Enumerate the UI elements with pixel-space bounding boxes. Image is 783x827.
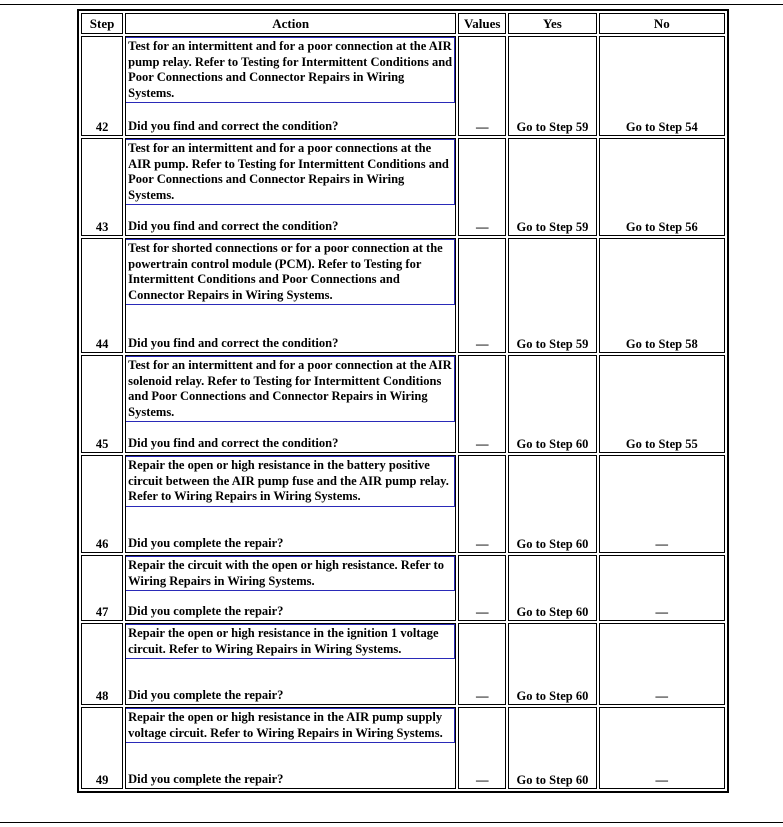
yes-cell: Go to Step 59 — [508, 138, 596, 236]
action-cell — [125, 623, 456, 705]
action-text: Repair the open or high resistance in the ignition 1 voltage circuit. Refer to Wiring Repairs in Wiring Systems. — [126, 624, 455, 659]
step-number: 42 — [81, 36, 123, 136]
yes-cell: Go to Step 60 — [508, 355, 596, 453]
no-cell: — — [599, 455, 725, 553]
table-row — [81, 455, 725, 553]
action-text: Test for an intermittent and for a poor connection at the AIR pump relay. Refer to Testing for Intermittent Conditions and Poor Connections and Connector Repairs in Wiring Systems. — [126, 37, 455, 103]
yes-cell: Go to Step 60 — [508, 555, 596, 621]
diagnostic-procedure-table — [77, 9, 729, 793]
step-number: 43 — [81, 138, 123, 236]
values-cell: — — [458, 707, 506, 789]
values-cell: — — [458, 455, 506, 553]
header-step: Step — [81, 13, 123, 34]
top-rule — [0, 4, 783, 5]
yes-cell: Go to Step 59 — [508, 238, 596, 353]
values-cell: — — [458, 355, 506, 453]
yes-cell: Go to Step 60 — [508, 707, 596, 789]
no-cell: Go to Step 55 — [599, 355, 725, 453]
action-question: Did you complete the repair? — [128, 771, 284, 786]
values-cell: — — [458, 138, 506, 236]
values-cell: — — [458, 623, 506, 705]
step-number: 47 — [81, 555, 123, 621]
step-number: 45 — [81, 355, 123, 453]
table-row — [81, 138, 725, 236]
table-header-row — [81, 13, 725, 34]
step-number: 46 — [81, 455, 123, 553]
action-cell — [125, 455, 456, 553]
action-cell — [125, 36, 456, 136]
action-question: Did you find and correct the condition? — [128, 435, 339, 450]
no-cell: — — [599, 707, 725, 789]
no-cell: — — [599, 623, 725, 705]
action-question: Did you complete the repair? — [128, 603, 284, 618]
action-text: Repair the circuit with the open or high resistance. Refer to Wiring Repairs in Wiring Systems. — [126, 556, 455, 591]
step-number: 44 — [81, 238, 123, 353]
values-cell: — — [458, 238, 506, 353]
step-number: 48 — [81, 623, 123, 705]
header-values: Values — [458, 13, 506, 34]
action-text: Test for an intermittent and for a poor connection at the AIR solenoid relay. Refer to Testing for Intermittent Conditions and Poor Connections and Connector Repairs in Wiring Systems. — [126, 356, 455, 422]
values-cell: — — [458, 36, 506, 136]
step-number: 49 — [81, 707, 123, 789]
yes-cell: Go to Step 60 — [508, 455, 596, 553]
action-question: Did you complete the repair? — [128, 535, 284, 550]
bottom-rule — [0, 822, 783, 823]
table-row — [81, 555, 725, 621]
no-cell: Go to Step 58 — [599, 238, 725, 353]
action-question: Did you find and correct the condition? — [128, 218, 339, 233]
table-row — [81, 355, 725, 453]
action-text: Test for shorted connections or for a poor connection at the powertrain control module (PCM). Refer to Testing for Intermittent Conditions and Poor Connections and Connector Repairs in Wiring Systems. — [126, 239, 455, 305]
header-action: Action — [125, 13, 456, 34]
action-text: Repair the open or high resistance in the battery positive circuit between the AIR pump fuse and the AIR pump relay. Refer to Wiring Repairs in Wiring Systems. — [126, 456, 455, 507]
table-row — [81, 623, 725, 705]
header-yes: Yes — [508, 13, 596, 34]
table-row — [81, 36, 725, 136]
table-row — [81, 707, 725, 789]
yes-cell: Go to Step 60 — [508, 623, 596, 705]
yes-cell: Go to Step 59 — [508, 36, 596, 136]
no-cell: — — [599, 555, 725, 621]
action-cell — [125, 138, 456, 236]
action-question: Did you complete the repair? — [128, 687, 284, 702]
action-text: Test for an intermittent and for a poor connections at the AIR pump. Refer to Testing for Intermittent Conditions and Poor Connections and Connector Repairs in Wiring Systems. — [126, 139, 455, 205]
action-text: Repair the open or high resistance in the AIR pump supply voltage circuit. Refer to Wiring Repairs in Wiring Systems. — [126, 708, 455, 743]
action-cell — [125, 707, 456, 789]
no-cell: Go to Step 56 — [599, 138, 725, 236]
action-question: Did you find and correct the condition? — [128, 335, 339, 350]
action-question: Did you find and correct the condition? — [128, 118, 339, 133]
table-row — [81, 238, 725, 353]
action-cell — [125, 555, 456, 621]
action-cell — [125, 355, 456, 453]
no-cell: Go to Step 54 — [599, 36, 725, 136]
values-cell: — — [458, 555, 506, 621]
action-cell — [125, 238, 456, 353]
header-no: No — [599, 13, 725, 34]
